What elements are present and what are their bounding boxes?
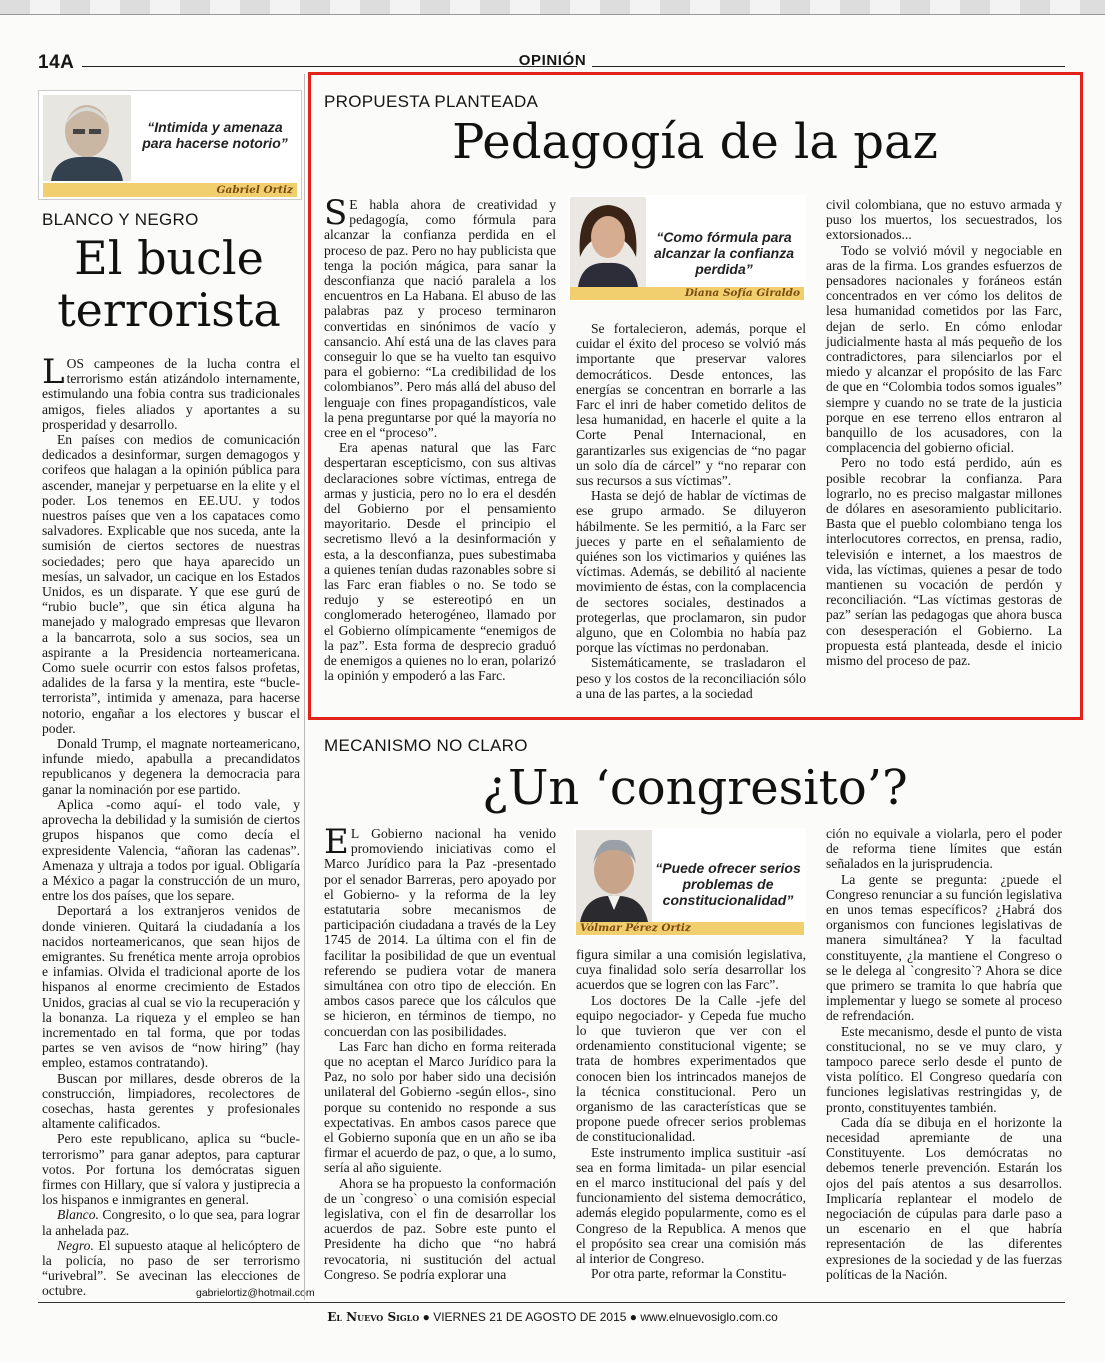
author-name: Gabriel Ortiz bbox=[216, 184, 293, 196]
left-paragraph: En países con medios de comunicación dedicados a desinformar, surgen demagogos y corifeos que halagan a la opinión pública para ascender, manejar y perpetuarse en la elite y el poder. Los tenemos en EE.UU. y todos nuestros países que ven a los capataces como salvadores. Explicable que nos suceda, ante la sumisión de ciertos sectores de nuestras sociedades; pero que haya aparecido un mesías, un salvador, un cacique en los Estados Unidos, es un disparate. Y que ese gurú de “rubio bucle”, que sin ética alguna ha manejado y malogrado empresas que llevaron a la bancarrota, solo a sus socios, sea un aspirante a la Presidencia norteamericana. Como suele ocurrir con estos falsos profetas, adalides de la farsa y la mentira, este “bucle-terrorista”, intimida y amenaza, para hacerse notorio, engañar a los electores y buscar el poder. bbox=[42, 432, 300, 736]
left-paragraph: Buscan por millares, desde obreros de la construcción, limpiadores, recolectores de cosechas, hasta gerentes y profesionales altamente calificados. bbox=[42, 1070, 300, 1132]
portrait-diana-sofia-giraldo bbox=[570, 197, 646, 287]
footer-date: VIERNES 21 DE AGOSTO DE 2015 bbox=[433, 1310, 627, 1324]
byline-bar bbox=[570, 287, 804, 300]
drop-cap: S bbox=[324, 193, 348, 233]
blanco-paragraph: Blanco. Congresito, o lo que sea, para lograr la anhelada paz. bbox=[42, 1207, 300, 1238]
negro-paragraph: Negro. El supuesto ataque al helicóptero de la policía, no paso de ser terrorismo “urivebral”. Se avecinan las elecciones de octubre. bbox=[42, 1237, 300, 1299]
article1-col1: S E habla ahora de creatividad y pedagogía, como fórmula para alcanzar la confianza perdida en el proceso de paz. Pero no hay publicista que tenga la poción mágica, para sanar la desconfianza que nació paralela a los encuentros en La Habana. El abuso de las palabras paz y proceso terminaron convertidas en sinónimos de vacío y cansancio. Ahí está una de las claves para conseguir lo que se ha vuelto tan esquivo para el gobierno: “La credibilidad de los colombianos”. Pero más allá del abuso del lenguaje con fines propagandísticos, vale la pena preguntarse por qué la mayoría no cree en el “proceso”. Era apenas natural que las Farc despertaran escepticismo, con sus altivas declaraciones sobre víctimas, entrega de armas y justicia, pero no lo era el desdén del Gobierno por el pensamiento mayoritario. Desde el principio el secretismo llevó a la desinformación y esta, a la desconfianza, pues subestimaba a quienes tenían dudas razonables sobre si las Farc eran fiables o no. Se todo se redujo y se estereotipó en un conglomerado heterogéneo, llamado por el Gobierno olímpicamente “enemigos de la paz”. Esta forma de desprecio graduó de enemigos a quienes no lo eran, polarizó la opinión y empoderó a las Farc. bbox=[324, 193, 556, 684]
left-paragraph: Donald Trump, el magnate norteamericano, infunde miedo, apabulla a precandidatos republicanos y degenera la democracia para ganar la nominación por ese partido. bbox=[42, 736, 300, 797]
author-quote: “Puede ofrecer serios problemas de constitucionalidad” bbox=[655, 860, 801, 908]
article2-col2: figura similar a una comisión legislativa, cuya finalidad solo sería desarrollar los acuerdos que se logren con las Farc”. Los doctores De la Calle -jefe del equipo negociador- y Cepeda fue mucho lo que tuvieron que ver con el ordenamiento constitucional vigente; se trata de hombres experimentados que conocen bien los intrincados manejos de la técnica constitucional. Pero un organismo de las características que se propone puede ofrecer serios problemas de constitucionalidad. Este instrumento implica sustituir -así sea en forma limitada- un pilar esencial en el marco institucional del país y del funcionamiento del sistema democrático, además elegido popularmente, como es el Congreso de la Republica. A menos que el propósito sea crear una comisión más al interior de Congreso. Por otra parte, reformar la Constitu- bbox=[576, 947, 806, 1282]
article2-headline: ¿Un ‘congresito’? bbox=[482, 760, 908, 816]
author-name: Diana Sofía Giraldo bbox=[684, 287, 800, 299]
page-top-strip bbox=[0, 0, 1105, 15]
article2-kicker: MECANISMO NO CLARO bbox=[324, 736, 528, 755]
article2-col3: ción no equivale a violarla, pero el poder de reforma tiene límites que están señalados en la jurisprudencia. La gente se pregunta: ¿puede el Congreso renunciar a su función legislativa en unos temas específicos? ¿Habrá dos organismos con funciones legislativas de manera simultánea? Y la facultad constituyente, ¿la mantiene el Congreso o se le delega al `congresito`? Ahora se dice que primero se tramita lo que habría que implementar y luego se somete al proceso de refrendación. Este mecanismo, desde el punto de vista constitucional, no se ve muy claro, y tampoco parece serlo desde el punto de vista político. El Congreso quedaría con funciones legislativas restringidas y, de pronto, constituyentes también. Cada día se dibuja en el horizonte la necesidad apremiante de una Constituyente. Los demócratas no debemos tenerle prevención. Estarán los ojos del país atentos a sus desarrollos. Implicaría replantear el modelo de negociación de cúpulas para darle paso a un escenario en el que habría representación de las diferentes expresiones de la sociedad y de las fuerzas políticas de la Nación. bbox=[826, 826, 1062, 1282]
article2-author-card bbox=[574, 828, 806, 936]
drop-cap: E bbox=[324, 822, 349, 862]
byline-bar bbox=[43, 183, 297, 197]
left-paragraph: Pero este republicano, aplica su “bucle-terrorismo” para ganar adeptos, para capturar votos. Por fortuna los demócratas siguen firmes con Hillary, que sí valora y justiprecia a los hispanos e inmigrantes en general. bbox=[42, 1131, 300, 1208]
left-headline: El bucle terrorista bbox=[57, 231, 281, 337]
footer-brand: El Nuevo Siglo bbox=[327, 1310, 420, 1324]
left-kicker: BLANCO Y NEGRO bbox=[42, 210, 199, 229]
left-column bbox=[38, 90, 300, 1300]
column-divider bbox=[304, 74, 305, 1300]
left-paragraph: Deportará a los extranjeros venidos de donde vinieren. Quitará la ciudadanía a los nacidos norteamericanos, que sean hijos de emigrantes. Su frenética mente arroja oprobios e infamias. Olvida el tradicional aporte de los hispanos al enorme crecimiento de Estados Unidos, gracias al cual se vio la recuperación y la bonanza. La riqueza y el empleo se han incrementado en tal forma, que por todas partes se ven avisos de “now hiring” (hay empleo, estamos contratando). bbox=[42, 903, 300, 1071]
author-quote: “Como fórmula para alcanzar la confianza perdida” bbox=[653, 229, 795, 277]
bullet-dot-icon: ● bbox=[629, 1310, 641, 1324]
article1-headline: Pedagogía de la paz bbox=[452, 114, 938, 170]
author-quote: “Intimida y amenaza para hacerse notorio” bbox=[142, 119, 288, 151]
left-paragraph: LOS campeones de la lucha contra el terrorismo están atizándolo internamente, estimulando una fobia contra sus tradicionales amigos, fieles aliados y aportantes a su prosperidad y desarrollo. bbox=[42, 352, 300, 432]
blanco-label: Blanco. bbox=[57, 1207, 99, 1223]
portrait-volmar-perez-ortiz bbox=[576, 830, 652, 922]
footer-rule bbox=[38, 1302, 1065, 1303]
article1-kicker: PROPUESTA PLANTEADA bbox=[324, 92, 539, 111]
section-title: OPINIÓN bbox=[518, 52, 587, 69]
page-footer bbox=[0, 1310, 1105, 1324]
footer-url[interactable]: www.elnuevosiglo.com.co bbox=[640, 1310, 778, 1324]
left-paragraph: Aplica -como aquí- el todo vale, y aprovecha la debilidad y la sumisión de ciertos grupos hispanos que como decía el expresidente Valencia, “añoran las cadenas”. Amenaza y ultraja a todos por igual. Obligaría a México a pagar la construcción de un muro, entre los dos países, que los separe. bbox=[42, 796, 300, 904]
left-body bbox=[42, 352, 300, 1299]
page-number: 14A bbox=[38, 52, 75, 73]
bullet-dot-icon: ● bbox=[422, 1310, 434, 1324]
author-card bbox=[38, 90, 302, 200]
article2-col1: E L Gobierno nacional ha venido promoviendo iniciativas como el Marco Jurídico para la Paz -presentado por el senador Barreras, pero apoyado por el Gobierno- y la reforma de la ley estatutaria sobre mecanismos de participación ciudadana a través de la Ley 1745 de 2014. La última con el fin de facilitar la posibilidad de que un eventual referendo se pudiera votar de manera simultánea con otro tipo de elección. En ambos casos parece que los cálculos que se hicieron, en términos de tiempo, no concuerdan con las posibilidades. Las Farc han dicho en forma reiterada que no aceptan el Marco Jurídico para la Paz, no solo por haber sido una decisión unilateral del Gobierno -según ellos-, sino porque su contenido no responde a sus expectativas. En ambos casos parece que el Gobierno suponía que en un año se iba firmar el acuerdo de paz, o que, a lo sumo, sería al año siguiente. Ahora se ha propuesto la conformación de un `congreso` o una comisión especial legislativa, con el fin de desarrollar los acuerdos de paz. Sobre este punto el Presidente ha dicho que “no habrá revocatoria, ni sustitución del actual Congreso. Se podría explorar una bbox=[324, 822, 556, 1282]
author-email[interactable]: gabrielortiz@hotmail.com bbox=[196, 1287, 315, 1299]
portrait-gabriel-ortiz bbox=[43, 95, 131, 181]
article1-col2: Se fortalecieron, además, porque el cuidar el éxito del proceso se volvió más importante que preservar valores democráticos. Desde entonces, las energías se concentran en borrarle a las Farc el inri de haber cometido delitos de lesa humanidad, en hacerle el quite a la Corte Penal Internacional, en garantizarles sus exigencias de “no pagar un solo día de cárcel” y “no reparar con sus recursos a sus víctimas”. Hasta se dejó de hablar de víctimas de ese grupo armado. Se diluyeron hábilmente. Se les permitió, a la Farc ser jueces y parte en el señalamiento de quiénes son los victimarios y quiénes las víctimas. Además, se debilitó al naciente movimiento de éstas, con la complacencia de sectores sociales, destinados a protegerlas, que proclamaron, sin pudor alguno, que en Colombia no había paz porque las víctimas no perdonaban. Sistemáticamente, se trasladaron el peso y los costos de la reconciliación sólo a una de las partes, a la sociedad bbox=[576, 321, 806, 701]
author-name: Vólmar Pérez Ortiz bbox=[580, 922, 691, 934]
negro-label: Negro. bbox=[57, 1237, 94, 1253]
article1-col3: civil colombiana, que no estuvo armada y puso los muertos, los secuestrados, los extorsionados... Todo se volvió móvil y negociable en aras de la firma. Los grandes esfuerzos de pensadores nacionales y foráneos están concentrados en ver cómo los delitos de lesa humanidad cometidos por las Farc, dejan de serlo. En cómo enlodar judicialmente hasta al más pequeño de los contradictores, para silenciarlos por el miedo y alcanzar el propósito de las Farc de que en “Colombia todos somos iguales” siempre y cuando no se trate de la justicia porque en ese terreno ellos entraron al banquillo de los acusadores, con la complacencia del gobierno oficial. Pero no todo está perdido, aún es posible recobrar la confianza. Para lograrlo, no es preciso malgastar millones de dólares en asesoramiento publicitario. Basta que el pueblo colombiano tenga los interlocutores correctos, en prensa, radio, televisión e internet, a los maestros de vida, las víctimas, quienes a pesar de todo mantienen su vocación de perdón y reconciliación. “Las víctimas gestoras de paz” serían las pedagogas que ahora busca con desesperación el Gobierno. La propuesta está planteada, desde el inicio mismo del proceso de paz. bbox=[826, 197, 1062, 669]
byline-bar bbox=[576, 922, 804, 935]
drop-cap: L bbox=[42, 352, 65, 392]
article1-author-card bbox=[568, 195, 806, 301]
